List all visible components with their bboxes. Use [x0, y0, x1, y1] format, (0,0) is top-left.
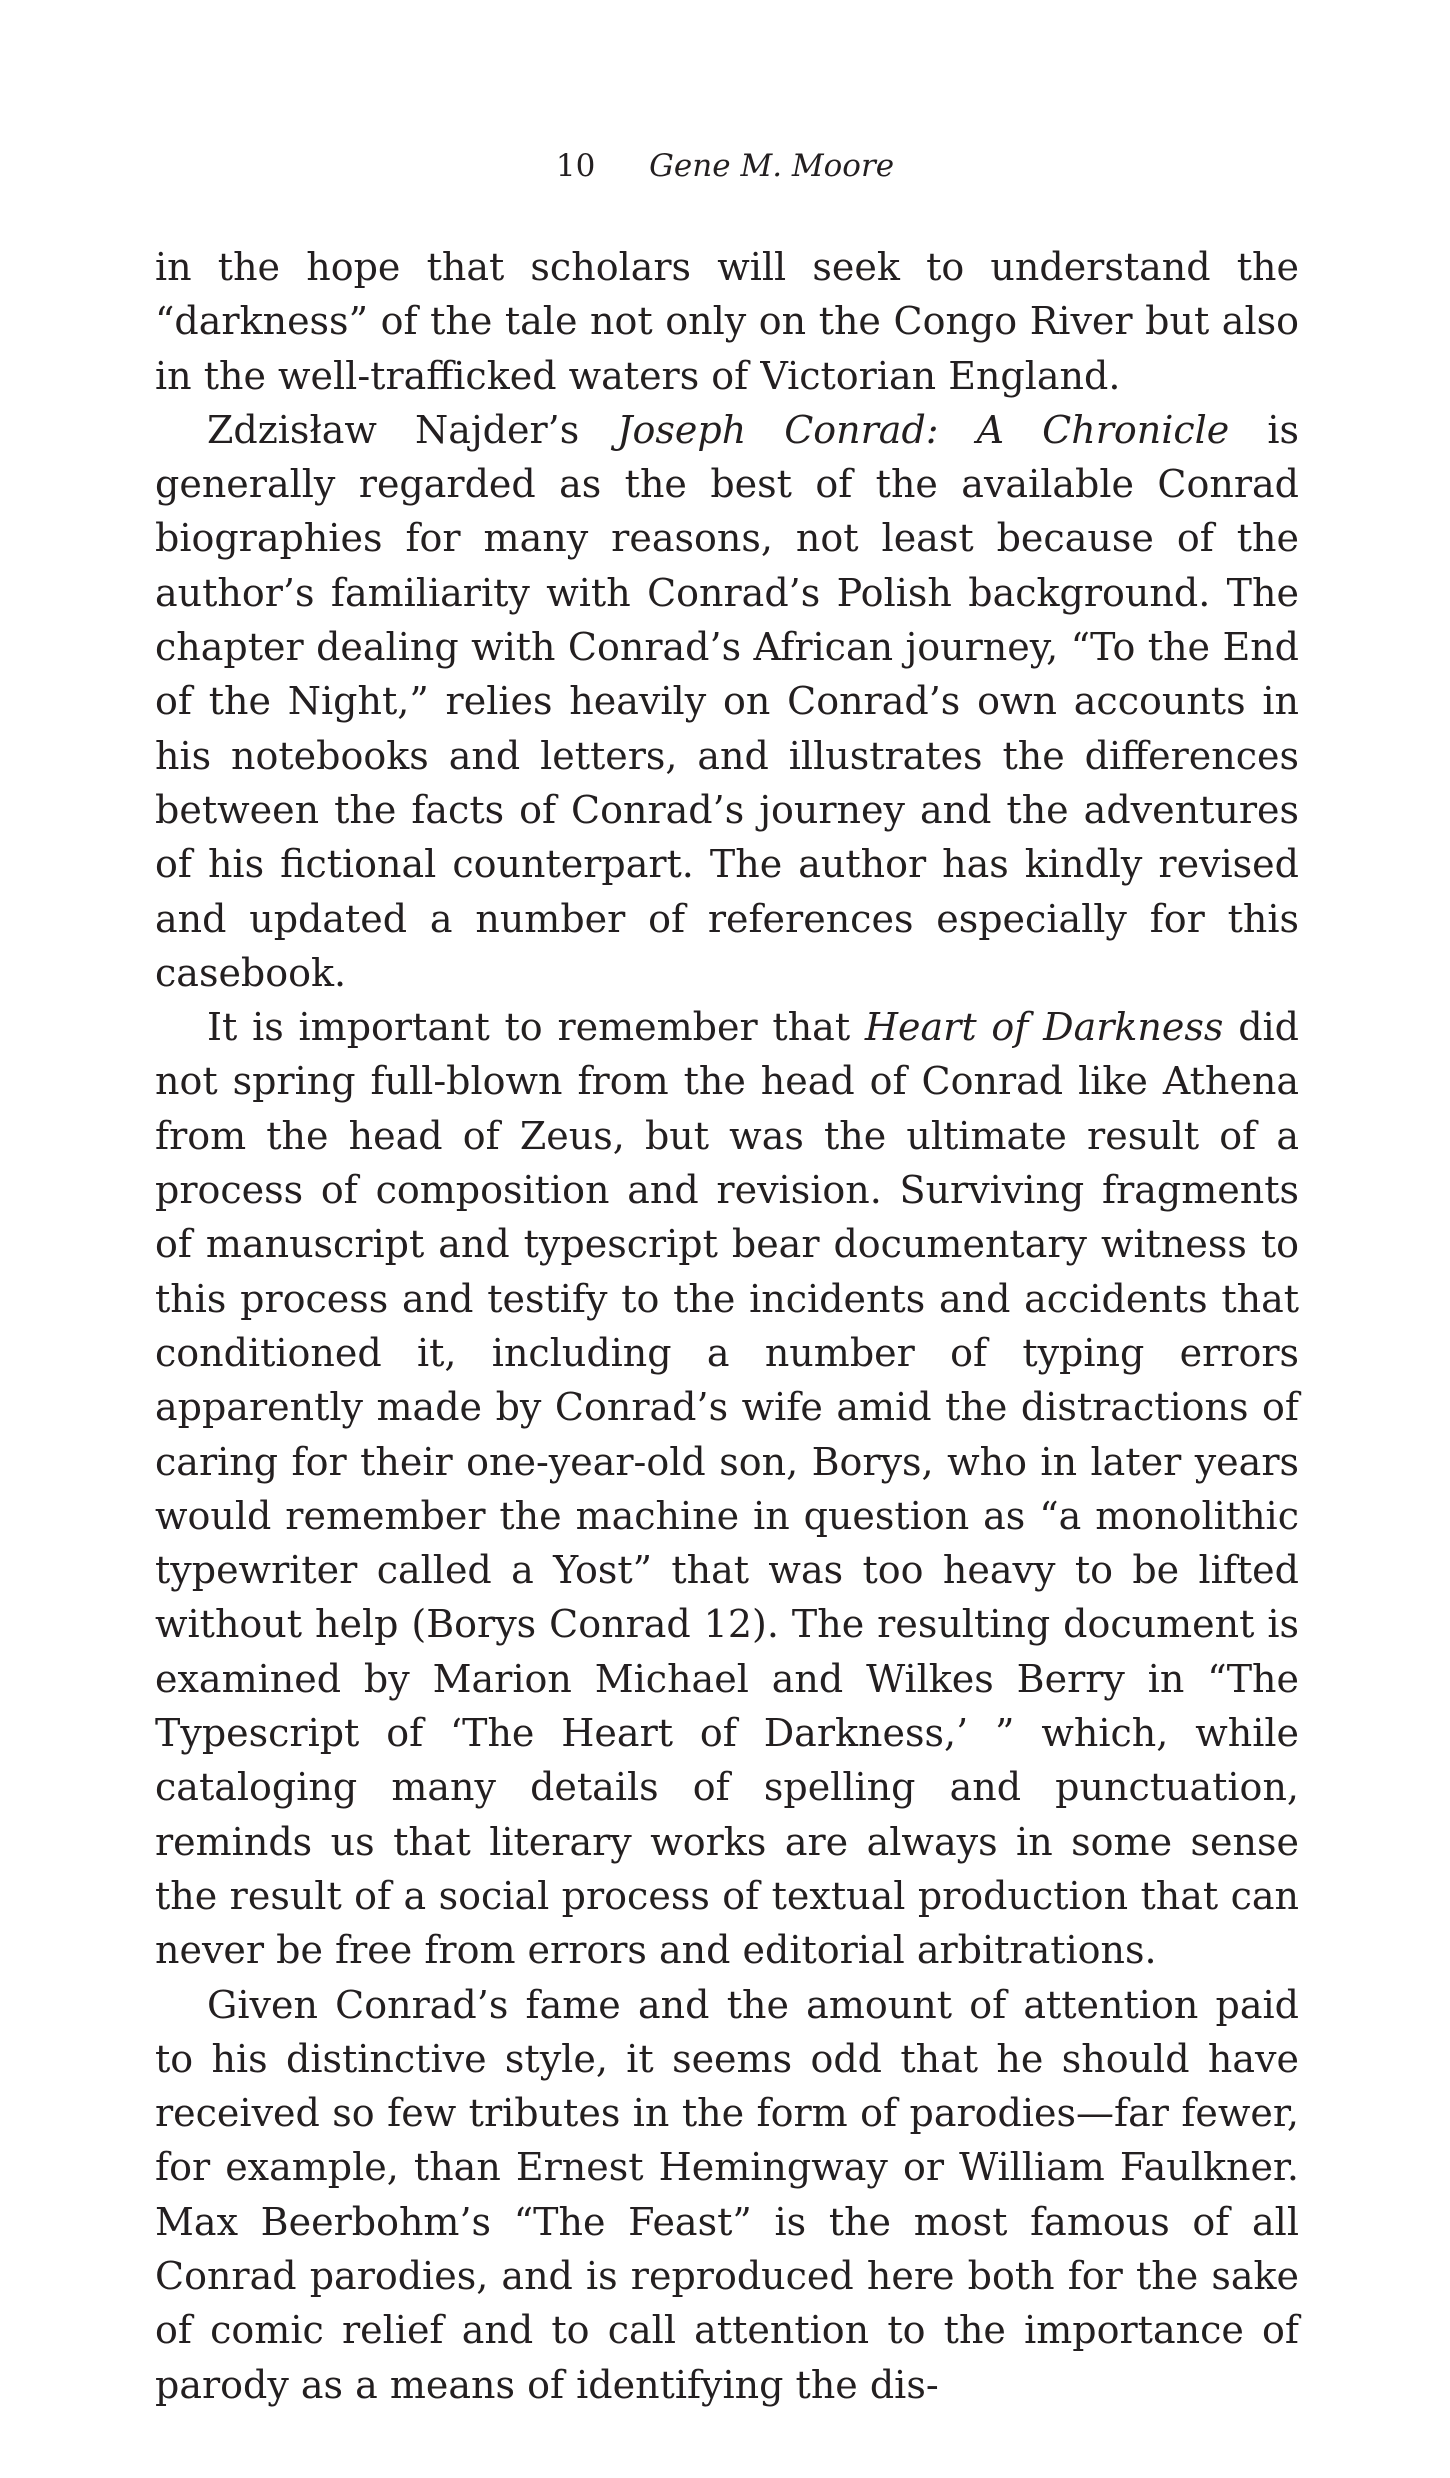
book-title-joseph-conrad-a-chronicle: Joseph Conrad: A Chronicle — [617, 407, 1230, 452]
paragraph-2-text-a: Zdzisław Najder’s — [207, 407, 618, 452]
running-head — [0, 146, 1450, 186]
page-number: 10 — [555, 148, 596, 184]
book-title-heart-of-darkness: Heart of Darkness — [864, 1005, 1224, 1050]
body-text — [155, 240, 1299, 2412]
paragraph-3-text-a: It is important to remember that — [207, 1005, 865, 1050]
paragraph-1 — [155, 240, 1299, 403]
paragraph-3 — [155, 1000, 1299, 1977]
running-head-author: Gene M. Moore — [649, 148, 895, 184]
paragraph-4 — [155, 1978, 1299, 2412]
paragraph-2 — [155, 403, 1299, 1000]
paragraph-2-text-b: is generally regarded as the best of the available Conrad biographies for many reasons, not least because of the author’s familiarity with Conrad’s Polish background. The chapter dealing with Conrad’s African journey, “To the End of the Night,” relies heavily on Conrad’s own accounts in his notebooks and letters, and illustrates the differences between the facts of Conrad’s journey and the adventures of his fictional counterpart. The author has kindly revised and updated a number of references especially for this casebook. — [155, 407, 1300, 995]
paragraph-1-text: in the hope that scholars will seek to understand the “darkness” of the tale not only on the Congo River but also in the well-trafficked waters of Victorian England. — [155, 245, 1299, 398]
paragraph-4-text: Given Conrad’s fame and the amount of attention paid to his distinctive style, it seems odd that he should have received so few tributes in the form of parodies—far fewer, for example, than Ernest Hemingway or William Faulkner. Max Beerbohm’s “The Feast” is the most famous of all Conrad parodies, and is reproduced here both for the sake of comic relief and to call attention to the importance of parody as a means of identifying the dis- — [155, 1982, 1299, 2407]
paragraph-3-text-b: did not spring full-blown from the head of Conrad like Athena from the head of Zeus, but was the ultimate result of a process of composition and revision. Surviving fragments of manuscript and typescript bear documentary witness to this process and testify to the incidents and accidents that conditioned it, including a number of typing errors apparently made by Conrad’s wife amid the distractions of caring for their one-year-old son, Borys, who in later years would remember the machine in question as “a monolithic typewriter called a Yost” that was too heavy to be lifted without help (Borys Conrad 12). The resulting document is examined by Marion Michael and Wilkes Berry in “The Typescript of ‘The Heart of Darkness,’ ” which, while cataloging many details of spelling and punctuation, reminds us that literary works are always in some sense the result of a social process of textual production that can never be free from errors and editorial arbitrations. — [155, 1005, 1299, 1973]
